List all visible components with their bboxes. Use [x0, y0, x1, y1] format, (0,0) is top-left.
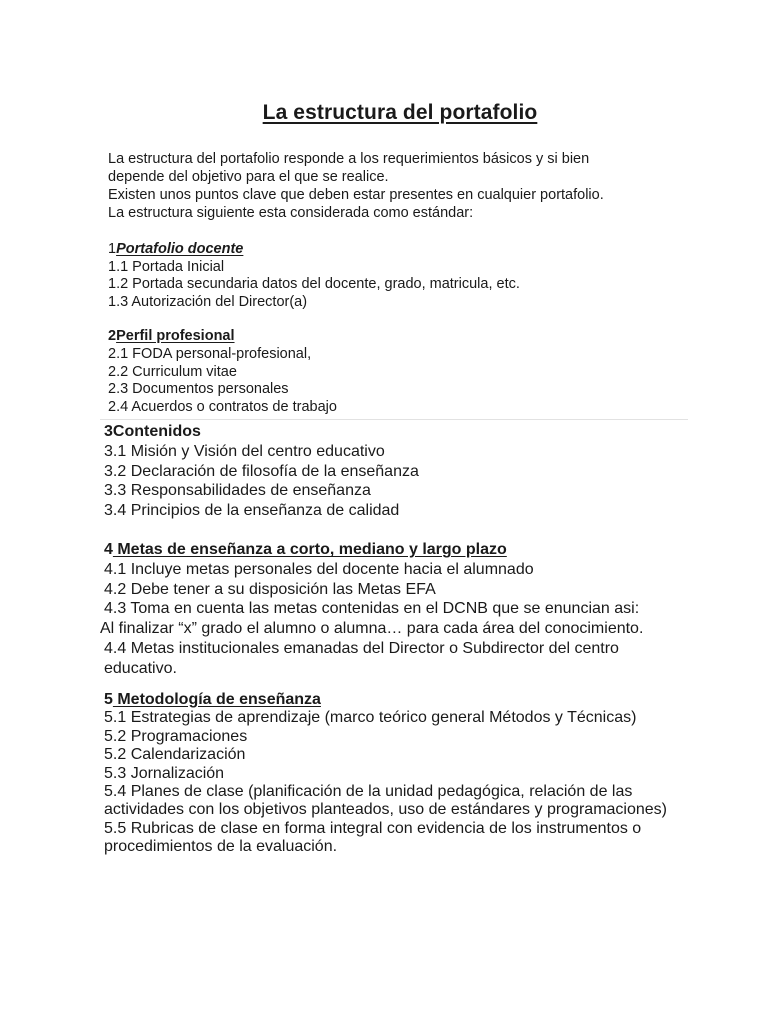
section-item: 1.1 Portada Inicial: [108, 258, 225, 275]
section-item: 3.4 Principios de la enseñanza de calidad: [104, 502, 400, 520]
section-item: 4.3 Toma en cuenta las metas contenidas en el DCNB que se enuncian asi:: [104, 600, 640, 618]
section-item: educativo.: [104, 659, 177, 677]
section-item: 3.3 Responsabilidades de enseñanza: [104, 482, 371, 500]
section-perfil-profesional: [108, 328, 698, 416]
section-item: 3.1 Misión y Visión del centro educativo: [104, 442, 385, 460]
section-heading: [108, 241, 698, 259]
section-item: 5.5 Rubricas de clase en forma integral con evidencia de los instrumentos o: [104, 819, 642, 837]
page-title: La estructura del portafolio: [262, 101, 538, 124]
section-number: 3: [104, 423, 113, 440]
section-number: 2: [108, 328, 117, 345]
section-item: 4.1 Incluye metas personales del docente hacia el alumnado: [104, 560, 534, 578]
section-number: 5: [104, 690, 113, 708]
section-number: 1: [108, 241, 117, 257]
section-contenidos: [104, 422, 724, 521]
section-item: 5.2 Programaciones: [104, 727, 248, 745]
intro-line: Existen unos puntos clave que deben estar presentes en cualquier portafolio.: [108, 187, 604, 203]
intro-paragraph: [108, 150, 698, 222]
section-heading: [108, 328, 698, 346]
section-number: 4: [104, 540, 113, 558]
section-item: 5.4 Planes de clase (planificación de la unidad pedagógica, relación de las: [104, 782, 633, 800]
section-item: 4.2 Debe tener a su disposición las Metas EFA: [104, 580, 436, 598]
page-divider: [100, 419, 688, 420]
section-item: 2.2 Curriculum vitae: [108, 363, 237, 380]
section-metodologia: [104, 690, 724, 857]
section-heading: [104, 690, 724, 710]
lower-content: [100, 422, 724, 857]
section-item: 5.1 Estrategias de aprendizaje (marco teórico general Métodos y Técnicas): [104, 709, 637, 727]
intro-line: La estructura del portafolio responde a los requerimientos básicos y si bien: [108, 151, 590, 167]
section-portafolio-docente: [108, 241, 698, 311]
upper-content: [108, 150, 698, 416]
section-title: Contenidos: [112, 423, 201, 440]
section-heading: [104, 540, 724, 560]
section-heading: [104, 422, 724, 442]
section-item: 2.1 FODA personal-profesional,: [108, 345, 312, 362]
section-item: 1.2 Portada secundaria datos del docente, grado, matricula, etc.: [108, 276, 520, 293]
intro-line: La estructura siguiente esta considerada como estándar:: [108, 205, 474, 221]
section-item: 5.2 Calendarización: [104, 746, 246, 764]
section-title: Metodología de enseñanza: [112, 690, 321, 708]
section-item: Al finalizar “x” grado el alumno o alumna… para cada área del conocimiento.: [100, 620, 644, 638]
section-item: 2.3 Documentos personales: [108, 381, 289, 398]
section-item: procedimientos de la evaluación.: [104, 838, 338, 856]
section-title: Perfil profesional: [116, 328, 235, 345]
section-item: 5.3 Jornalización: [104, 764, 225, 782]
intro-line: depende del objetivo para el que se realice.: [108, 169, 389, 185]
section-title: Metas de enseñanza a corto, mediano y largo plazo: [112, 540, 507, 558]
section-item: 3.2 Declaración de filosofía de la enseñanza: [104, 462, 419, 480]
section-item: 2.4 Acuerdos o contratos de trabajo: [108, 398, 337, 415]
section-title: Portafolio docente: [116, 241, 244, 257]
section-item: 1.3 Autorización del Director(a): [108, 293, 308, 310]
section-item: 4.4 Metas institucionales emanadas del Director o Subdirector del centro: [104, 639, 619, 657]
section-metas: [100, 540, 724, 679]
section-item: actividades con los objetivos planteados, uso de estándares y programaciones): [104, 801, 667, 819]
